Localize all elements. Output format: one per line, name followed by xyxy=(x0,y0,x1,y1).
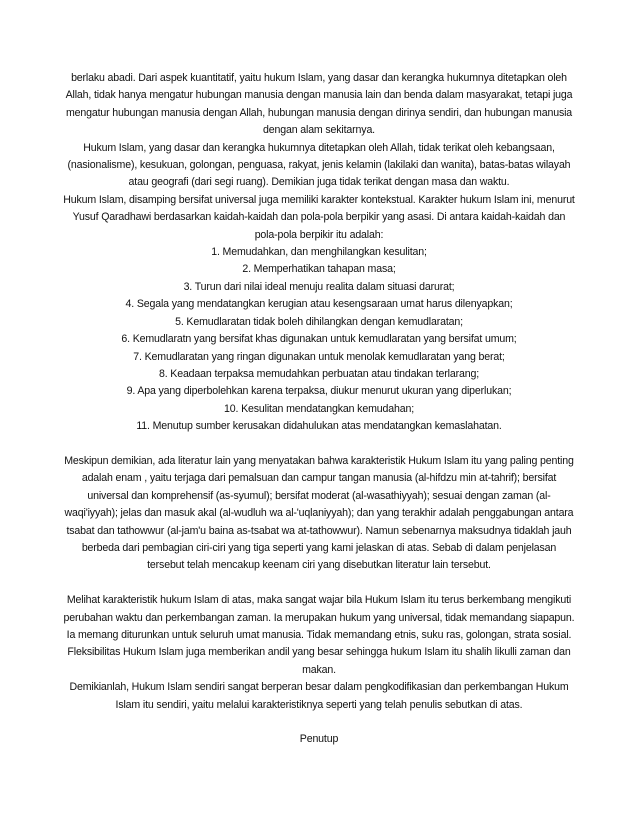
document-page xyxy=(62,70,576,749)
list-item: 10. Kesulitan mendatangkan kemudahan; xyxy=(224,402,414,415)
list-item: 7. Kemudlaratan yang ringan digunakan untuk menolak kemudlaratan yang berat; xyxy=(133,350,505,363)
paragraph-spacer xyxy=(62,714,576,731)
paragraph-fleksibilitas: Fleksibilitas Hukum Islam juga memberikan andil yang besar sehingga hukum Islam itu shalih likulli zaman dan makan. xyxy=(67,646,571,676)
list-item: 11. Menutup sumber kerusakan didahulukan atas mendatangkan kemaslahatan. xyxy=(136,420,502,433)
list-item: 5. Kemudlaratan tidak boleh dihilangkan dengan kemudlaratan; xyxy=(175,315,463,328)
closing-heading: Penutup xyxy=(299,733,339,746)
list-item: 3. Turun dari nilai ideal menuju realita dalam situasi darurat; xyxy=(183,280,455,293)
paragraph-spacer xyxy=(62,436,576,453)
paragraph-tidak-terikat: Hukum Islam, yang dasar dan kerangka hukumnya ditetapkan oleh Allah, tidak terikat oleh kebangsaan, (nasionalisme), kesukuan, golongan, penguasa, rakyat, jenis kelamin (lakilaki dan wanita), batas-batas wilayah atau geografi (dari segi ruang). Demikian juga tidak terikat dengan masa dan waktu. xyxy=(67,141,571,189)
list-item: 6. Kemudlaratn yang bersifat khas digunakan untuk kemudlaratan yang bersifat umum; xyxy=(121,333,517,346)
list-item: 1. Memudahkan, dan menghilangkan kesulitan; xyxy=(211,246,427,259)
list-item: 2. Memperhatikan tahapan masa; xyxy=(242,263,396,276)
list-item: 9. Apa yang diperbolehkan karena terpaksa, diukur menurut ukuran yang diperlukan; xyxy=(126,385,512,398)
list-item: 8. Keadaan terpaksa memudahkan perbuatan atau tindakan terlarang; xyxy=(158,367,480,380)
paragraph-enam-karakteristik: Meskipun demikian, ada literatur lain yang menyatakan bahwa karakteristik Hukum Islam itu yang paling penting adalah enam , yaitu terjaga dari pemalsuan dan campur tangan manusia (al-hifdzu min at-tahrif); bersifat universal dan komprehensif (as-syumul); bersifat moderat (al-wasathiyyah); sesuai dengan zaman (al-waqi'iyyah); jelas dan masuk akal (al-wudluh wa al-'uqlaniyyah); dan yang terakhir adalah penggabungan antara tsabat dan tathowwur (al-jam'u baina as-tsabat wa at-tathowwur). Namun sebenarnya maksudnya tidaklah jauh berbeda dari pembagian ciri-ciri yang tiga seperti yang kami jelaskan di atas. Sebab di dalam penjelasan tersebut telah mencakup keenam ciri yang disebutkan literatur lain tersebut. xyxy=(64,454,574,572)
paragraph-spacer xyxy=(62,575,576,592)
paragraph-demikianlah: Demikianlah, Hukum Islam sendiri sangat berperan besar dalam pengkodifikasian dan perkembangan Hukum Islam itu sendiri, yaitu melalui karakteristiknya seperti yang telah penulis sebutkan di atas. xyxy=(69,681,569,711)
paragraph-karakter-kontekstual: Hukum Islam, disamping bersifat universal juga memiliki karakter kontekstual. Karakter hukum Islam ini, menurut Yusuf Qaradhawi berdasarkan kaidah-kaidah dan pola-pola berpikir yang asasi. Di antara kaidah-kaidah dan pola-pola berpikir itu adalah: xyxy=(63,193,575,241)
paragraph-aspek-kuantitatif: berlaku abadi. Dari aspek kuantitatif, yaitu hukum Islam, yang dasar dan kerangka hukumnya ditetapkan oleh Allah, tidak hanya mengatur hubungan manusia dengan manusia lain dan benda dalam masyarakat, tetapi juga mengatur hubungan manusia dengan Allah, hubungan manusia dengan dirinya sendiri, dan hubungan manusia dengan alam sekitarnya. xyxy=(65,72,573,137)
list-item: 4. Segala yang mendatangkan kerugian atau kesengsaraan umat harus dilenyapkan; xyxy=(125,298,513,311)
paragraph-berkembang: Melihat karakteristik hukum Islam di atas, maka sangat wajar bila Hukum Islam itu terus berkembang mengikuti perubahan waktu dan perkembangan zaman. Ia merupakan hukum yang universal, tidak memandang siapapun. Ia memang diturunkan untuk seluruh umat manusia. Tidak memandang etnis, suku ras, golongan, strata sosial. xyxy=(63,594,575,641)
